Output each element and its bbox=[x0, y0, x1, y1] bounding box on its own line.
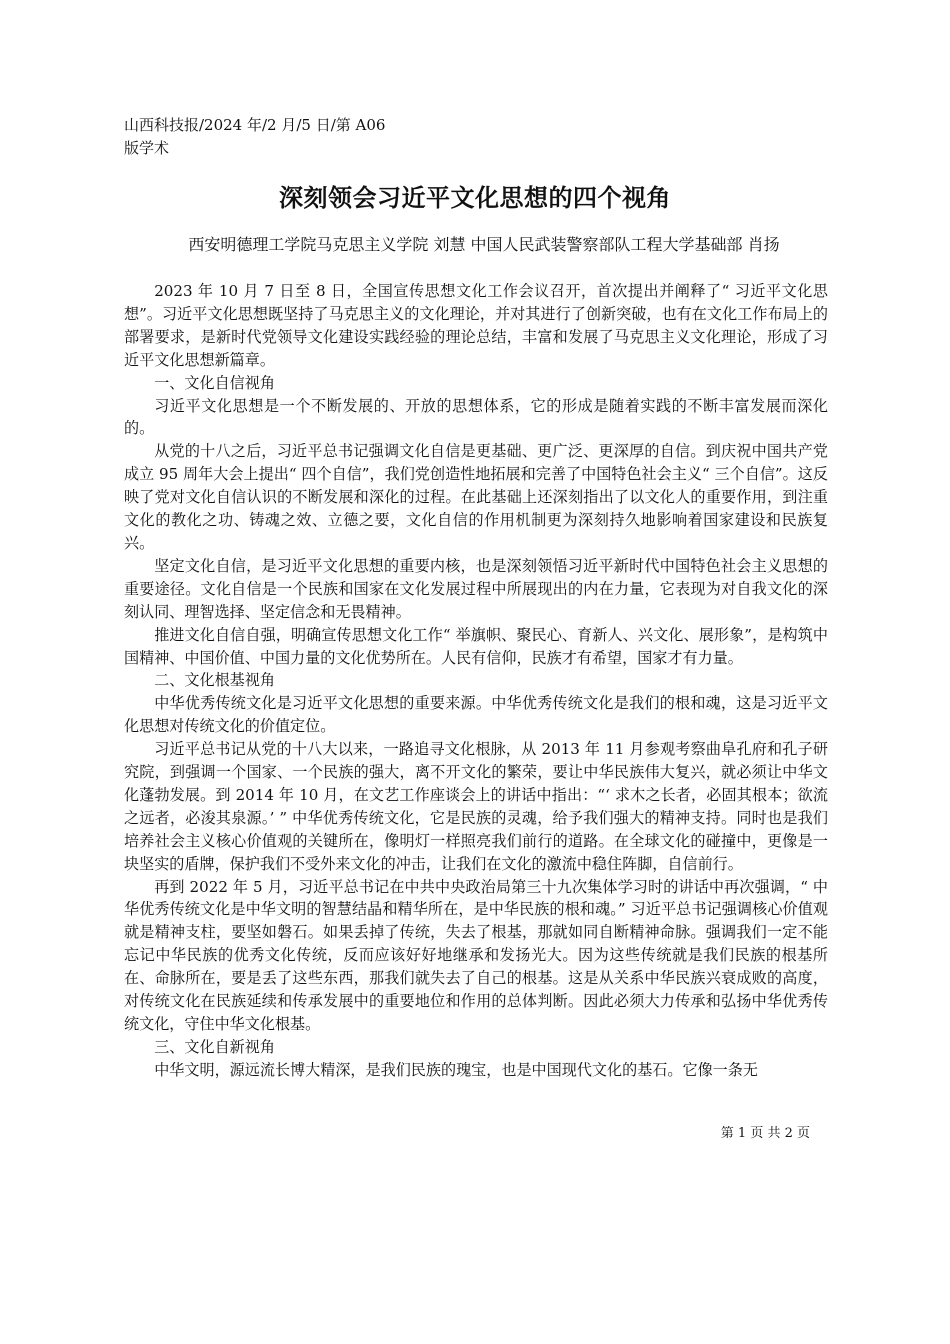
paragraph: 再到 2022 年 5 月，习近平总书记在中共中央政治局第三十九次集体学习时的讲话中再次强调，“ 中华优秀传统文化是中华文明的智慧结晶和精华所在，是中华民族的根和魂。” 习近平总书记强调核心价值观就是精神支柱，要坚如磐石。如果丢掉了传统，失去了根基，那就如同自断精神命脉。强调我们一定不能忘记中华民族的优秀文化传统，反而应该好好地继承和发扬光大。因为这些传统就是我们民族的根基所在、命脉所在，要是丢了这些东西，那我们就失去了自己的根基。这是从关系中华民族兴衰成败的高度，对传统文化在民族延续和传承发展中的重要地位和作用的总体判断。因此必须大力传承和弘扬中华优秀传统文化，守住中华文化根基。 bbox=[124, 877, 828, 1033]
paragraph: 习近平总书记从党的十八大以来，一路追寻文化根脉，从 2013 年 11 月参观考察曲阜孔府和孔子研究院，到强调一个国家、一个民族的强大，离不开文化的繁荣，要让中华民族伟大复兴，就必须让中华文化蓬勃发展。到 2014 年 10 月，在文艺工作座谈会上的讲话中指出：“‘ 求木之长者，必固其根本；欲流之远者，必浚其泉源。’ ” 中华优秀传统文化，它是民族的灵魂，给予我们强大的精神支持。同时也是我们培养社会主义核心价值观的关键所在，像明灯一样照亮我们前行的道路。在全球文化的碰撞中，更像是一块坚实的盾牌，保护我们不受外来文化的冲击，让我们在文化的激流中稳住阵脚，自信前行。 bbox=[124, 740, 828, 873]
paragraph: 中华优秀传统文化是习近平文化思想的重要来源。中华优秀传统文化是我们的根和魂，这是习近平文化思想对传统文化的价值定位。 bbox=[124, 694, 828, 736]
section-heading-2: 二、文化根基视角 bbox=[154, 671, 275, 690]
page-number: 第 1 页 共 2 页 bbox=[720, 1126, 810, 1141]
paragraph: 坚定文化自信，是习近平文化思想的重要内核，也是深刻领悟习近平新时代中国特色社会主义思想的重要途径。文化自信是一个民族和国家在文化发展过程中所展现出的内在力量，它表现为对自我文化的深刻认同、理智选择、坚定信念和无畏精神。 bbox=[124, 556, 828, 621]
section-heading-1: 一、文化自信视角 bbox=[154, 373, 275, 392]
source-citation bbox=[124, 114, 424, 160]
paragraph-intro: 2023 年 10 月 7 日至 8 日，全国宣传思想文化工作会议召开，首次提出并阐释了“ 习近平文化思想”。习近平文化思想既坚持了马克思主义的文化理论，并对其进行了创新突破，也有在文化工作布局上的部署要求，是新时代党领导文化建设实践经验的理论总结，丰富和发展了马克思主义文化理论，形成了习近平文化思想新篇章。 bbox=[124, 282, 828, 369]
paragraph: 从党的十八之后，习近平总书记强调文化自信是更基础、更广泛、更深厚的自信。到庆祝中国共产党成立 95 周年大会上提出“ 四个自信”，我们党创造性地拓展和完善了中国特色社会主义“ 三个自信”。这反映了党对文化自信认识的不断发展和深化的过程。在此基础上还深刻指出了以文化人的重要作用，到注重文化的教化之功、铸魂之效、立德之要，文化自信的作用机制更为深刻持久地影响着国家建设和民族复兴。 bbox=[124, 442, 828, 552]
paragraph: 中华文明，源远流长博大精深，是我们民族的瑰宝，也是中国现代文化的基石。它像一条无 bbox=[154, 1060, 758, 1079]
source-line-1: 山西科技报/2024 年/2 月/5 日/第 A06 bbox=[124, 116, 386, 134]
source-line-2: 版学术 bbox=[124, 139, 170, 157]
paragraph: 习近平文化思想是一个不断发展的、开放的思想体系，它的形成是随着实践的不断丰富发展而深化的。 bbox=[124, 396, 828, 438]
article-body bbox=[124, 280, 828, 1082]
article-title: 深刻领会习近平文化思想的四个视角 bbox=[279, 183, 671, 212]
article-authors: 西安明德理工学院马克思主义学院 刘慧 中国人民武装警察部队工程大学基础部 肖扬 bbox=[188, 235, 780, 254]
section-heading-3: 三、文化自新视角 bbox=[154, 1037, 275, 1056]
paragraph: 推进文化自信自强，明确宣传思想文化工作“ 举旗帜、聚民心、育新人、兴文化、展形象”，是构筑中国精神、中国价值、中国力量的文化优势所在。人民有信仰，民族才有希望，国家才有力量。 bbox=[124, 625, 828, 667]
